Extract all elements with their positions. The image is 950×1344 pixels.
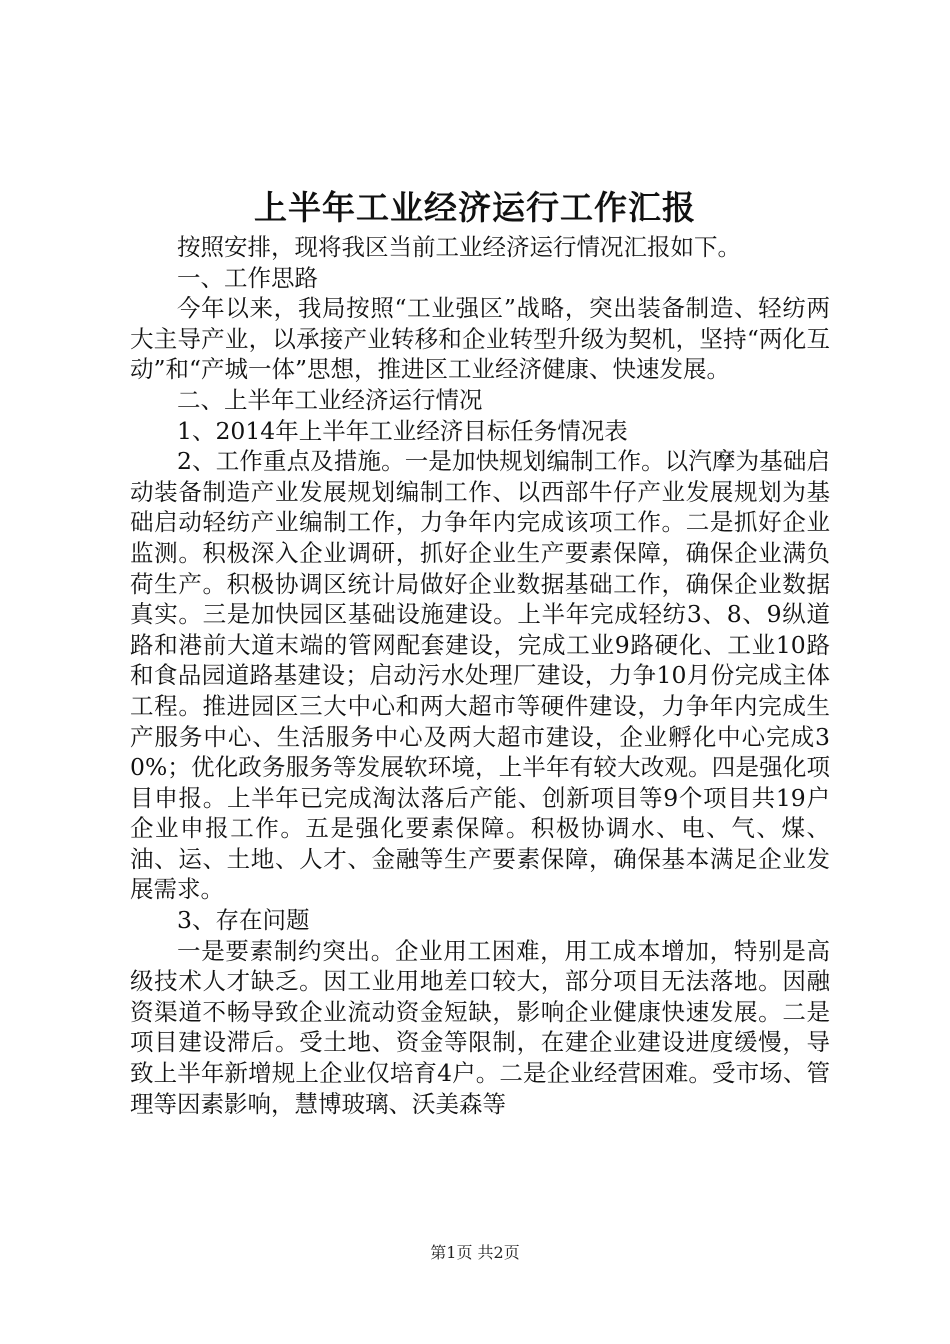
subheading-problems: 3、存在问题	[177, 906, 310, 935]
subheading-target-table: 1、2014年上半年工业经济目标任务情况表	[177, 416, 628, 445]
document-title: 上半年工业经济运行工作汇报	[254, 188, 696, 227]
paragraph-work-approach: 今年以来，我局按照“工业强区”战略，突出装备制造、轻纺两大主导产业，以承接产业转移和企业转型升级为契机，坚持“两化互动”和“产城一体”思想，推进区工业经济健康、快速发展。	[130, 294, 830, 384]
section-heading-operation: 二、上半年工业经济运行情况	[177, 385, 483, 414]
paragraph-key-measures: 2、工作重点及措施。一是加快规划编制工作。以汽摩为基础启动装备制造产业发展规划编制工作、以西部牛仔产业发展规划为基础启动轻纺产业编制工作，力争年内完成该项工作。二是抓好企业监测。积极深入企业调研，抓好企业生产要素保障，确保企业满负荷生产。积极协调区统计局做好企业数据基础工作，确保企业数据真实。三是加快园区基础设施建设。上半年完成轻纺3、8、9纵道路和港前大道末端的管网配套建设，完成工业9路硬化、工业10路和食品园道路基建设；启动污水处理厂建设，力争10月份完成主体工程。推进园区三大中心和两大超市等硬件建设，力争年内完成生产服务中心、生活服务中心及两大超市建设，企业孵化中心完成30%；优化政务服务等发展软环境，上半年有较大改观。四是强化项目申报。上半年已完成淘汰落后产能、创新项目等9个项目共19户企业申报工作。五是强化要素保障。积极协调水、电、气、煤、油、运、土地、人才、金融等生产要素保障，确保基本满足企业发展需求。	[130, 447, 830, 904]
document-body	[130, 232, 830, 1119]
page-footer: 第1页 共2页	[430, 1243, 520, 1262]
paragraph-intro: 按照安排，现将我区当前工业经济运行情况汇报如下。	[177, 233, 741, 261]
section-heading-work-approach: 一、工作思路	[177, 263, 318, 292]
paragraph-problems: 一是要素制约突出。企业用工困难，用工成本增加，特别是高级技术人才缺乏。因工业用地差口较大，部分项目无法落地。因融资渠道不畅导致企业流动资金短缺，影响企业健康快速发展。二是项目建设滞后。受土地、资金等限制，在建企业建设进度缓慢，导致上半年新增规上企业仅培育4户。二是企业经营困难。受市场、管理等因素影响，慧博玻璃、沃美森等	[130, 936, 830, 1118]
